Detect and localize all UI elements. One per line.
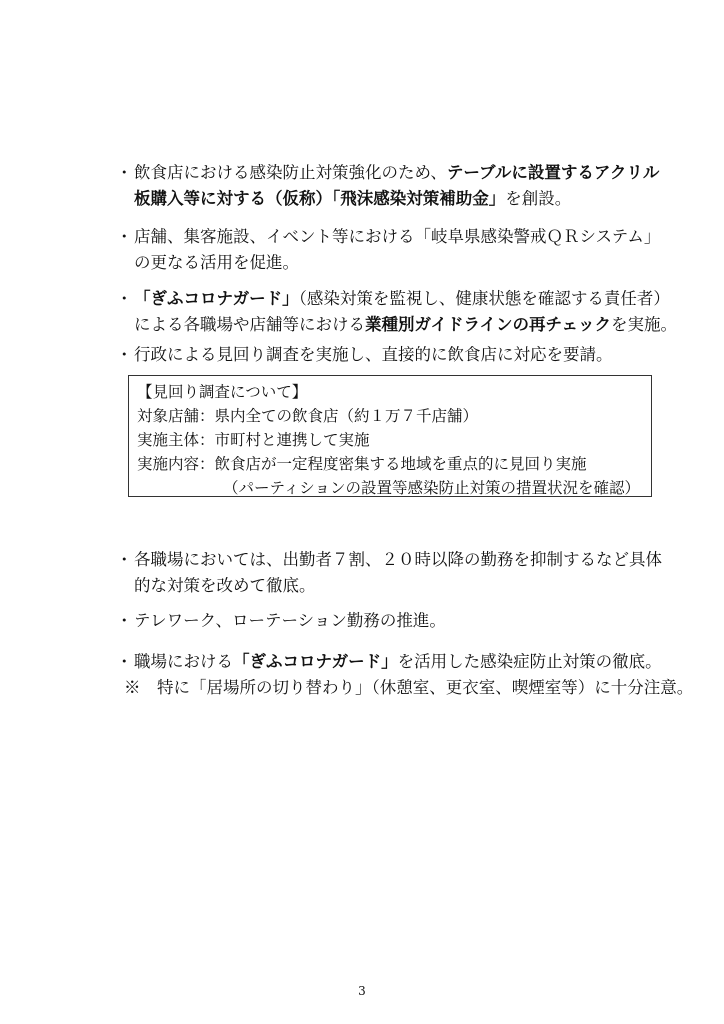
item-text: 職場における (134, 652, 233, 671)
item-line (134, 342, 676, 368)
item-line (134, 649, 676, 675)
box-row: 対象店舗：県内全ての飲食店（約１万７千店舗） (137, 407, 479, 425)
item-bold-text: 「ぎふコロナガード」 (233, 652, 398, 671)
item-text: テレワーク、ローテーション勤務の推進。 (134, 611, 446, 630)
item-text: 的な対策を改めて徹底。 (134, 576, 316, 595)
item-text: 行政による見回り調査を実施し、直接的に飲食店に対応を要請。 (134, 345, 613, 364)
list-item (116, 608, 676, 634)
item-line (134, 608, 676, 634)
bullet: ・ (116, 163, 133, 182)
page-number: 3 (358, 984, 366, 998)
item-note-line (124, 675, 694, 701)
item-text: の更なる活用を促進。 (134, 253, 299, 272)
list-item (116, 224, 676, 276)
item-text: 飲食店における感染防止対策強化のため、 (134, 163, 447, 182)
item-bold-text: 「ぎふコロナガード」 (134, 289, 299, 308)
box-title: 【見回り調査について】 (137, 383, 308, 401)
bullet: ・ (116, 345, 133, 364)
item-line (134, 160, 676, 186)
item-text: を活用した感染症防止対策の徹底。 (397, 652, 662, 671)
inspection-info-box (128, 375, 652, 497)
list-item (116, 286, 676, 338)
bullet: ・ (116, 550, 133, 569)
item-text: を創設。 (505, 189, 572, 208)
item-text: （感染対策を監視し、健康状態を確認する責任者） (298, 289, 670, 308)
list-item (116, 547, 676, 599)
item-text: 店舗、集客施設、イベント等における「岐阜県感染警戒ＱＲシステム」 (134, 227, 661, 246)
list-item (116, 160, 676, 212)
box-note: （パーティションの設置等感染防止対策の措置状況を確認） (223, 479, 640, 497)
item-line (134, 286, 676, 312)
item-line (134, 186, 676, 212)
item-text: 各職場においては、出勤者７割、２０時以降の勤務を抑制するなど具体 (134, 550, 662, 569)
list-item (116, 342, 676, 368)
item-line (134, 312, 676, 338)
bullet: ・ (116, 611, 133, 630)
item-bold-text: 業種別ガイドラインの再チェック (365, 315, 612, 334)
item-bold-text: 板購入等に対する（仮称）「飛沫感染対策補助金」 (134, 189, 506, 208)
box-row: 実施主体：市町村と連携して実施 (137, 431, 370, 449)
item-line (134, 224, 676, 250)
item-note-text: ※ 特に「居場所の切り替わり」（休憩室、更衣室、喫煙室等）に十分注意。 (124, 678, 694, 697)
bullet: ・ (116, 227, 133, 246)
bullet: ・ (116, 289, 133, 308)
item-line (134, 573, 676, 599)
item-line (134, 250, 676, 276)
item-line (134, 547, 676, 573)
item-bold-text: テーブルに設置するアクリル (446, 163, 660, 182)
bullet: ・ (116, 652, 133, 671)
box-row: 実施内容：飲食店が一定程度密集する地域を重点的に見回り実施 (137, 455, 587, 473)
list-item (116, 649, 694, 701)
item-text: を実施。 (611, 315, 678, 334)
item-text: による各職場や店舗等における (134, 315, 365, 334)
